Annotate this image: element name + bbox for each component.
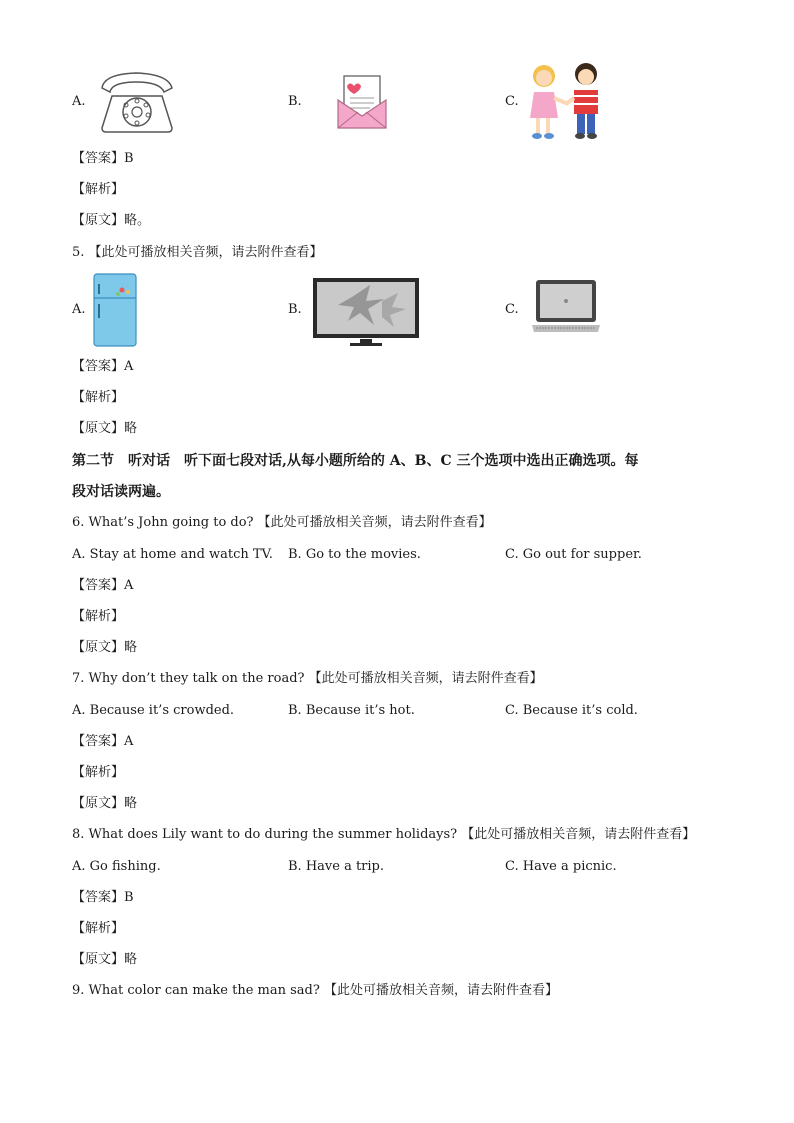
answer: 【答案】A <box>72 734 134 749</box>
original-text: 【原文】略 <box>72 796 138 811</box>
answer: 【答案】A <box>72 578 134 593</box>
original-text: 【原文】略 <box>72 952 138 967</box>
answer: 【答案】B <box>72 151 134 166</box>
original-text: 【原文】略 <box>72 640 138 655</box>
answer: 【答案】A <box>72 359 134 374</box>
question-7: 7. Why don’t they talk on the road? 【此处可播放相关音频，请去附件查看】 <box>72 671 543 686</box>
option-label: C. <box>505 302 519 317</box>
option-label: B. <box>288 302 302 317</box>
option-c: C. Go out for supper. <box>505 547 642 562</box>
option-a: A. Go fishing. <box>72 859 161 874</box>
option-c: C. Because it’s cold. <box>505 703 638 718</box>
television-icon <box>312 277 420 347</box>
computer-icon <box>532 279 600 335</box>
question-8: 8. What does Lily want to do during the summer holidays? 【此处可播放相关音频，请去附件查看】 <box>72 827 696 842</box>
option-label: B. <box>288 94 302 109</box>
option-b: B. Because it’s hot. <box>288 703 415 718</box>
section-2-heading-line2: 段对话读两遍。 <box>72 484 170 500</box>
question-9: 9. What color can make the man sad? 【此处可播放相关音频，请去附件查看】 <box>72 983 558 998</box>
option-a: A. Because it’s crowded. <box>72 703 235 718</box>
option-c: C. Have a picnic. <box>505 859 617 874</box>
option-b: B. Go to the movies. <box>288 547 421 562</box>
fridge-icon <box>92 272 138 348</box>
analysis: 【解析】 <box>72 921 125 936</box>
option-a: A. Stay at home and watch TV. <box>72 547 273 562</box>
question-5: 5. 【此处可播放相关音频，请去附件查看】 <box>72 245 323 260</box>
children-shaking-hands-icon <box>524 62 608 140</box>
original-text: 【原文】略。 <box>72 213 151 228</box>
option-label: C. <box>505 94 519 109</box>
answer: 【答案】B <box>72 890 134 905</box>
original-text: 【原文】略 <box>72 421 138 436</box>
analysis: 【解析】 <box>72 182 125 197</box>
telephone-icon <box>96 70 178 134</box>
option-label: A. <box>72 94 86 109</box>
question-6: 6. What’s John going to do? 【此处可播放相关音频，请去附件查看】 <box>72 515 492 530</box>
analysis: 【解析】 <box>72 765 125 780</box>
section-2-heading-line1: 第二节 听对话 听下面七段对话,从每小题所给的 A、B、C 三个选项中选出正确选项。每 <box>72 453 639 469</box>
analysis: 【解析】 <box>72 390 125 405</box>
love-letter-icon <box>336 74 388 130</box>
option-label: A. <box>72 302 86 317</box>
analysis: 【解析】 <box>72 609 125 624</box>
option-b: B. Have a trip. <box>288 859 385 874</box>
